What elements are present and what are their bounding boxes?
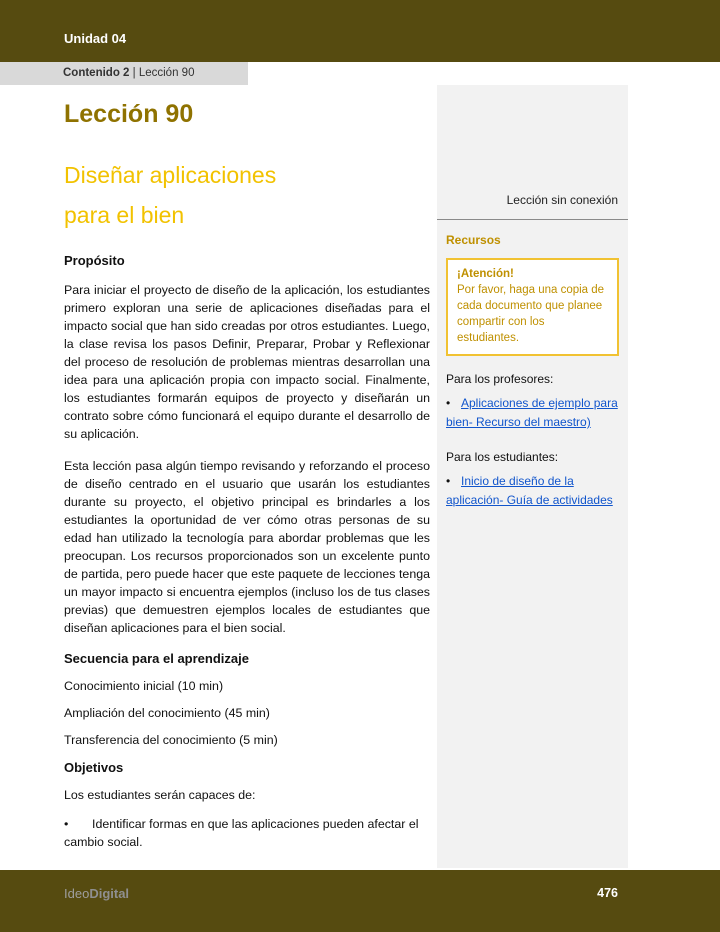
student-resource-item [446,472,619,510]
bullet-icon: • [446,396,451,410]
teacher-resource-link[interactable]: Aplicaciones de ejemplo para bien- Recurso del maestro) [446,396,618,429]
purpose-paragraph-1: Para iniciar el proyecto de diseño de la aplicación, los estudiantes primero exploran una serie de aplicaciones diseñadas para el impacto social que han sido creadas por otros estudiantes. Luego, la clase revisa los pasos Definir, Preparar, Probar y Reflexionar del proceso de resolución de problemas mientras desarrollan una idea para una aplicación propia con impacto social. Finalmente, los estudiantes formarán equipos de proyecto y diseñarán un contrato sobre cómo funcionará el equipo durante el desarrollo de su aplicación. [64,283,430,441]
objective-text: Identificar formas en que las aplicaciones pueden afectar el cambio social. [64,817,419,849]
lesson-subtitle [64,155,430,235]
objectives-heading: Objetivos [64,760,124,775]
breadcrumb-lesson-label: | Lección 90 [132,67,195,79]
bullet-icon: • [64,817,69,831]
purpose-paragraph-2: Esta lección pasa algún tiempo revisando y reforzando el proceso de diseño centrado en el usuario que usarán los estudiantes durante su proyecto, el objetivo principal es brindarles a los estudiantes la oportunidad de ver cómo otras personas de su edad han utilizado la tecnología para abordar problemas que les preocupan. Los recursos proporcionados son un excelente punto de partida, pero puede hacer que este paquete de lecciones tenga un mayor impacto si encuentra ejemplos (incluso los de tus clases previas) que demuestren ejemplos locales de estudiantes que diseñan aplicaciones para el bien social. [64,459,430,635]
bullet-icon: • [446,474,451,488]
sequence-item-expansion: Ampliación del conocimiento (45 min) [64,706,270,720]
subtitle-line1: Diseñar aplicaciones [64,162,277,188]
teacher-resource-item [446,394,619,432]
offline-lesson-label: Lección sin conexión [506,193,618,207]
subtitle-line2: para el bien [64,202,185,228]
unit-label: Unidad 04 [64,31,127,46]
brand-ideo: Ideo [64,886,90,901]
sequence-item-transfer: Transferencia del conocimiento (5 min) [64,733,278,747]
brand-logo [64,886,129,901]
sequence-heading: Secuencia para el aprendizaje [64,651,249,666]
footer-bar [0,870,720,932]
main-content [64,100,430,863]
attention-box [446,258,619,356]
top-header-bar [0,0,720,62]
sidebar-divider [437,219,628,220]
objective-item [64,815,430,851]
student-resource-link[interactable]: Inicio de diseño de la aplicación- Guía de actividades [446,474,613,507]
breadcrumb-content-label: Contenido 2 [63,67,130,79]
objectives-intro: Los estudiantes serán capaces de: [64,788,256,802]
breadcrumb [0,62,248,85]
sequence-item-initial: Conocimiento inicial (10 min) [64,679,224,693]
sidebar [437,85,628,868]
attention-body: Por favor, haga una copia de cada documento que planee compartir con los estudiantes. [457,284,605,344]
teachers-label: Para los profesores: [446,372,554,386]
attention-title: ¡Atención! [457,268,514,280]
page-title: Lección 90 [64,100,194,128]
students-label: Para los estudiantes: [446,450,559,464]
resources-heading: Recursos [446,233,501,247]
page-number: 476 [597,886,618,900]
brand-digital: Digital [89,886,130,901]
purpose-heading: Propósito [64,253,125,268]
